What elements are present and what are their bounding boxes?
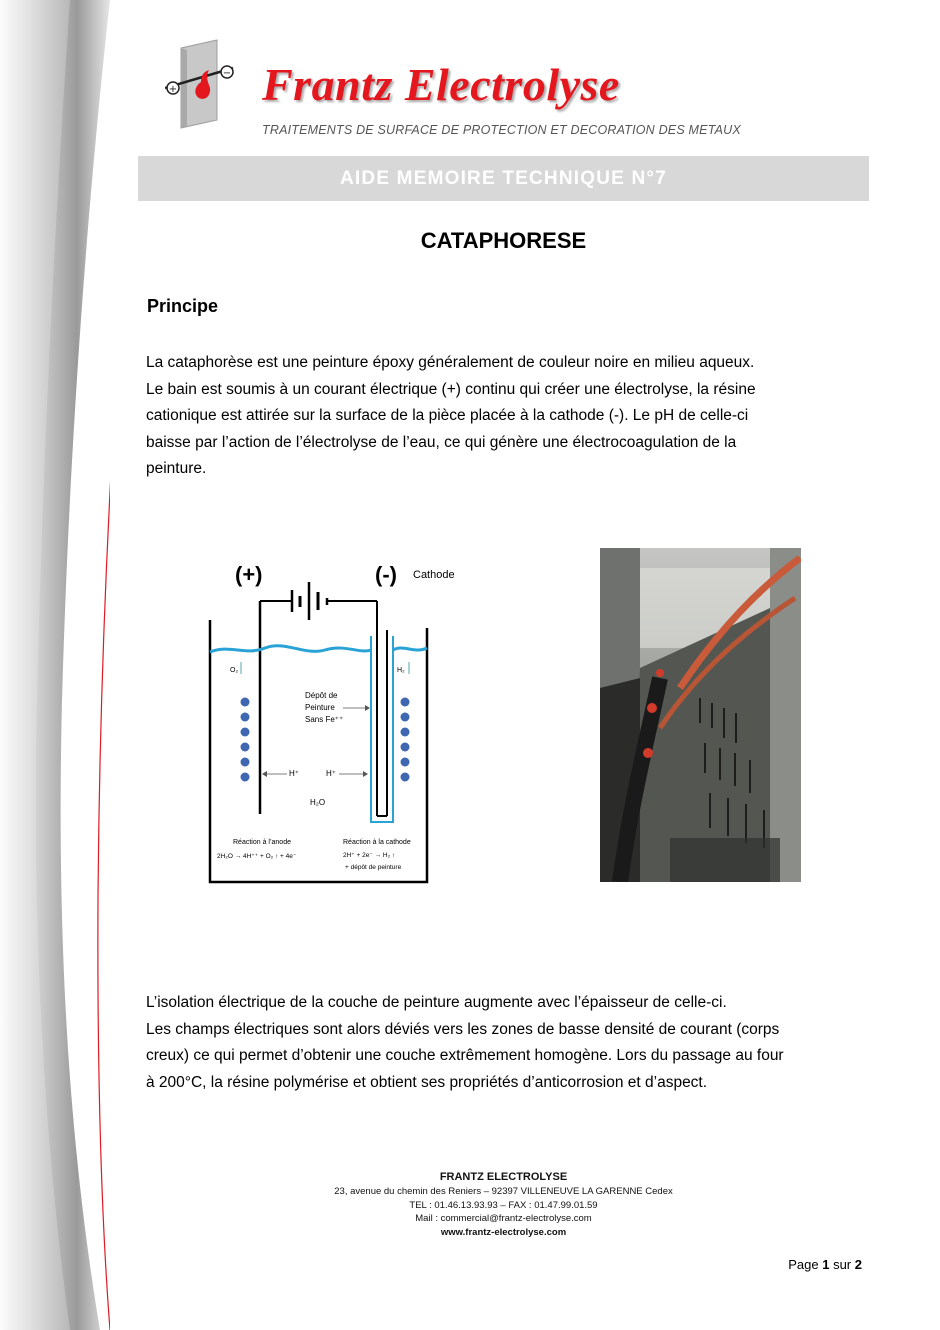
text-line: L’isolation électrique de la couche de peinture augmente avec l’épaisseur de celle-ci.: [146, 994, 727, 1011]
footer-address: 23, avenue du chemin des Reniers – 92397 VILLENEUVE LA GARENNE Cedex: [334, 1186, 673, 1197]
company-logo: [165, 38, 237, 132]
hydrogen-label: H₂: [397, 667, 405, 674]
text-line: La cataphorèse est une peinture époxy généralement de couleur noire en milieu aqueux.: [146, 354, 755, 371]
ion-right-label: H⁺: [326, 769, 336, 778]
detail-paragraph: [146, 990, 876, 1096]
cathode-reaction-equation: 2H⁺ + 2e⁻ → H₂ ↑: [343, 852, 396, 859]
brand-name: Frantz Electrolyse: [262, 59, 620, 110]
page-current: 1: [822, 1257, 830, 1272]
svg-text:−: −: [222, 68, 232, 79]
production-line-photo: [600, 548, 801, 882]
text-line: Le bain est soumis à un courant électrique (+) continu qui créer une électrolyse, la résine: [146, 380, 756, 398]
cathode-label: Cathode: [413, 569, 455, 581]
svg-text:+: +: [168, 84, 178, 95]
page-footer: [138, 1170, 869, 1239]
footer-phone: TEL : 01.46.13.93.93 – FAX : 01.47.99.01.59: [409, 1199, 598, 1211]
electrolysis-diagram: [205, 552, 470, 884]
text-line: peinture.: [146, 460, 207, 477]
memo-banner-label: AIDE MEMOIRE TECHNIQUE N°7: [340, 167, 667, 189]
text-line: cationique est attirée sur la surface de la pièce placée à la cathode (-). Le pH de celle-ci: [146, 407, 749, 424]
document-title: CATAPHORESE: [420, 228, 587, 253]
text-line: à 200°C, la résine polymérise et obtient ses propriétés d’anticorrosion et d’aspect.: [146, 1073, 708, 1091]
footer-company: FRANTZ ELECTROLYSE: [439, 1171, 568, 1183]
section-heading: Principe: [147, 296, 219, 316]
cathode-particles: [401, 698, 410, 782]
water-label: H₂O: [310, 798, 326, 807]
page-number: [788, 1257, 862, 1272]
page-total: 2: [854, 1257, 862, 1272]
deposit-label-line3: Sans Fe⁺⁺: [305, 715, 344, 724]
cathode-reaction-note: + dépôt de peinture: [345, 864, 402, 871]
text-line: baisse par l’action de l’électrolyse de l’eau, ce qui génère une électrocoagulation de la: [146, 433, 737, 451]
text-line: creux) ce qui permet d’obtenir une couche extrêmement homogène. Lors du passage au four: [146, 1047, 784, 1064]
brand-tagline: TRAITEMENTS DE SURFACE DE PROTECTION ET DECORATION DES METAUX: [262, 123, 741, 137]
deposit-label-line1: Dépôt de: [305, 691, 338, 700]
memo-banner: [138, 156, 869, 201]
page-curl-decoration: [0, 0, 110, 1330]
deposit-label-line2: Peinture: [305, 703, 335, 712]
text-line: Les champs électriques sont alors déviés vers les zones de basse densité de courant (corps: [146, 1020, 780, 1038]
page-separator: sur: [833, 1257, 852, 1272]
cathode-reaction-title: Réaction à la cathode: [343, 839, 411, 846]
page-prefix: Page: [788, 1257, 819, 1272]
footer-website-link[interactable]: www.frantz-electrolyse.com: [440, 1226, 567, 1238]
anode-polarity-label: (+): [235, 562, 263, 587]
anode-reaction-title: Réaction à l’anode: [233, 839, 291, 846]
intro-paragraph: [146, 350, 876, 483]
cathode-polarity-label: (-): [375, 562, 397, 587]
oxygen-label: O₂: [230, 667, 239, 674]
anode-reaction-equation: 2H₂O → 4H⁺⁺ + O₂ ↑ + 4e⁻: [217, 853, 297, 860]
anode-particles: [241, 698, 250, 782]
ion-left-label: H⁺: [289, 769, 299, 778]
footer-mail[interactable]: Mail : commercial@frantz-electrolyse.com: [415, 1213, 592, 1224]
